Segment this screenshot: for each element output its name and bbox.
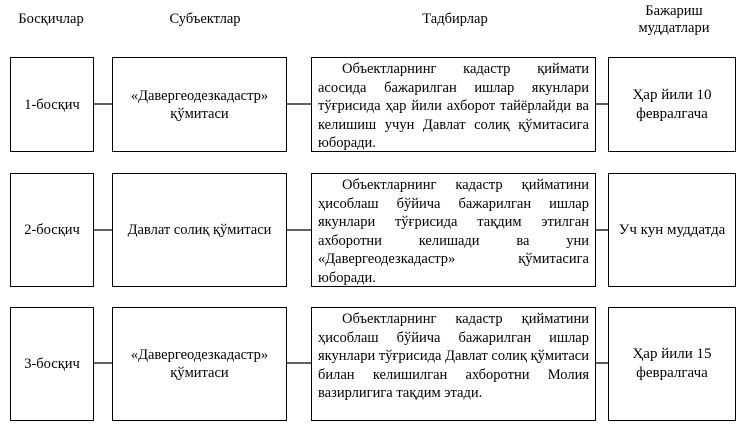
row-3-action: Объектларнинг кадастр қийматини ҳисоблаш бўйича бажарилган ишлар якунлари тўғрисида Давлат солиқ қўмитаси билан келишилган ахборотни Молия вазирлигига тақдим этади. <box>318 311 589 401</box>
row-3-deadline-box <box>608 307 736 421</box>
row-1-stage: 1-босқич <box>24 96 80 113</box>
row-2-stage: 2-босқич <box>24 222 80 238</box>
row-2-subject: Давлат солиқ қўмитаси <box>127 222 272 238</box>
row-2-deadline: Уч кун муддатда <box>618 221 726 238</box>
row-2-action: Объектларнинг кадастр қийматини ҳисоблаш бўйича бажарилган ишлар якунлари тўғрисида тақдим этилган ахборотни келишади ва уни «Давергеодезкадастр» қўмитасига юборади. <box>318 177 589 286</box>
row-3-stage: 3-босқич <box>24 356 80 372</box>
row-1-deadline-box <box>608 57 736 152</box>
row-2-action-box <box>311 173 596 287</box>
row-3-deadline: Ҳар йили 15 февралгача <box>632 346 712 381</box>
row-1-subject: «Давергеодезкадастр» қўмитаси <box>130 87 269 122</box>
row-2-deadline-box <box>608 173 736 287</box>
row-1-deadline: Ҳар йили 10 февралгача <box>632 86 712 122</box>
header-stages: Босқичлар <box>18 11 84 27</box>
row-3-action-box <box>311 307 596 421</box>
row-1-action-box <box>311 57 596 152</box>
row-3-subject: «Давергеодезкадастр» қўмитаси <box>130 347 269 381</box>
header-actions: Тадбирлар <box>422 11 488 27</box>
header-subjects: Субъектлар <box>169 11 241 27</box>
row-1-stage-box <box>10 57 94 152</box>
row-1-subject-box <box>112 57 287 152</box>
row-3-stage-box <box>10 307 94 421</box>
row-2-subject-box <box>112 173 287 287</box>
row-3-subject-box <box>112 307 287 421</box>
row-2-stage-box <box>10 173 94 287</box>
row-1-action: Объектларнинг кадастр қиймати асосида бажарилган ишлар якунлари тўғрисида ҳар йили ахборот тайёрлайди ва келишиш учун Давлат солиқ қўмитасига юборади. <box>318 61 589 151</box>
header-deadlines: Бажариш муддатлари <box>638 3 710 36</box>
